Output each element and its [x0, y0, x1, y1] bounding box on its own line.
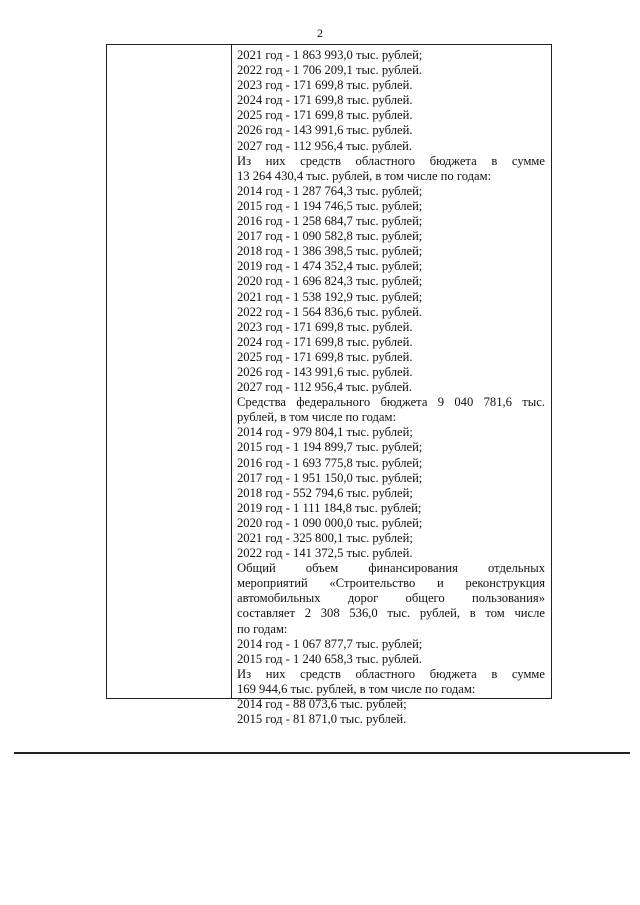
text-line: 2024 год - 171 699,8 тыс. рублей.	[237, 93, 413, 108]
text-line: 2014 год - 88 073,6 тыс. рублей;	[237, 697, 407, 712]
text-line: рублей, в том числе по годам:	[237, 410, 396, 425]
text-line: Общий объем финансирования отдельных	[237, 561, 545, 576]
text-line: 2014 год - 1 067 877,7 тыс. рублей;	[237, 636, 423, 651]
text-line: 2015 год - 1 240 658,3 тыс. рублей.	[237, 651, 422, 666]
text-line: 2025 год - 171 699,8 тыс. рублей.	[237, 108, 413, 123]
text-line: 2015 год - 1 194 899,7 тыс. рублей;	[237, 440, 423, 455]
text-line: 2021 год - 1 538 192,9 тыс. рублей;	[237, 289, 423, 304]
text-line: 2017 год - 1 951 150,0 тыс. рублей;	[237, 470, 423, 485]
text-line: 2020 год - 1 090 000,0 тыс. рублей;	[237, 515, 423, 530]
funding-table	[106, 44, 552, 727]
text-line: 169 944,6 тыс. рублей, в том числе по годам:	[237, 681, 476, 696]
text-line: автомобильных дорог общего пользования»	[237, 591, 545, 606]
text-line: 2026 год - 143 991,6 тыс. рублей.	[237, 364, 413, 379]
text-line: Из них средств областного бюджета в сумме	[237, 153, 545, 168]
text-line: составляет 2 308 536,0 тыс. рублей, в том числе	[237, 606, 545, 621]
text-line: 2018 год - 1 386 398,5 тыс. рублей;	[237, 244, 423, 259]
text-line: Средства федерального бюджета 9 040 781,6 тыс.	[237, 395, 545, 410]
text-line: мероприятий «Строительство и реконструкция	[237, 576, 545, 591]
text-line: 2020 год - 1 696 824,3 тыс. рублей;	[237, 274, 423, 289]
text-line: 2025 год - 171 699,8 тыс. рублей.	[237, 349, 413, 364]
text-line: 2015 год - 81 871,0 тыс. рублей.	[237, 712, 407, 727]
text-line: 2023 год - 171 699,8 тыс. рублей.	[237, 319, 413, 334]
text-line: 2027 год - 112 956,4 тыс. рублей.	[237, 138, 413, 153]
text-line: по годам:	[237, 621, 288, 636]
text-line: 2017 год - 1 090 582,8 тыс. рублей;	[237, 229, 423, 244]
text-line: 2018 год - 552 794,6 тыс. рублей;	[237, 485, 413, 500]
text-line: 2019 год - 1 111 184,8 тыс. рублей;	[237, 500, 422, 515]
text-line: 2022 год - 1 706 209,1 тыс. рублей.	[237, 63, 422, 78]
text-line: 2014 год - 979 804,1 тыс. рублей;	[237, 425, 413, 440]
text-line: 2027 год - 112 956,4 тыс. рублей.	[237, 380, 413, 395]
text-line: 2026 год - 143 991,6 тыс. рублей.	[237, 123, 413, 138]
page-number: 2	[317, 26, 323, 40]
text-line: 13 264 430,4 тыс. рублей, в том числе по годам:	[237, 168, 492, 183]
text-line: 2021 год - 1 863 993,0 тыс. рублей;	[237, 48, 423, 62]
text-line: 2016 год - 1 258 684,7 тыс. рублей;	[237, 214, 423, 229]
text-line: 2019 год - 1 474 352,4 тыс. рублей;	[237, 259, 423, 274]
text-line: 2023 год - 171 699,8 тыс. рублей.	[237, 78, 413, 93]
funding-text-cell	[237, 48, 545, 727]
text-line: 2016 год - 1 693 775,8 тыс. рублей;	[237, 455, 423, 470]
column-divider	[231, 45, 232, 698]
footer-rule	[14, 752, 630, 754]
text-line: 2022 год - 1 564 836,6 тыс. рублей.	[237, 304, 422, 319]
text-line: Из них средств областного бюджета в сумме	[237, 666, 545, 681]
text-line: 2015 год - 1 194 746,5 тыс. рублей;	[237, 198, 423, 213]
text-line: 2024 год - 171 699,8 тыс. рублей.	[237, 334, 413, 349]
text-line: 2022 год - 141 372,5 тыс. рублей.	[237, 546, 413, 561]
text-line: 2021 год - 325 800,1 тыс. рублей;	[237, 531, 413, 545]
text-line: 2014 год - 1 287 764,3 тыс. рублей;	[237, 183, 423, 198]
